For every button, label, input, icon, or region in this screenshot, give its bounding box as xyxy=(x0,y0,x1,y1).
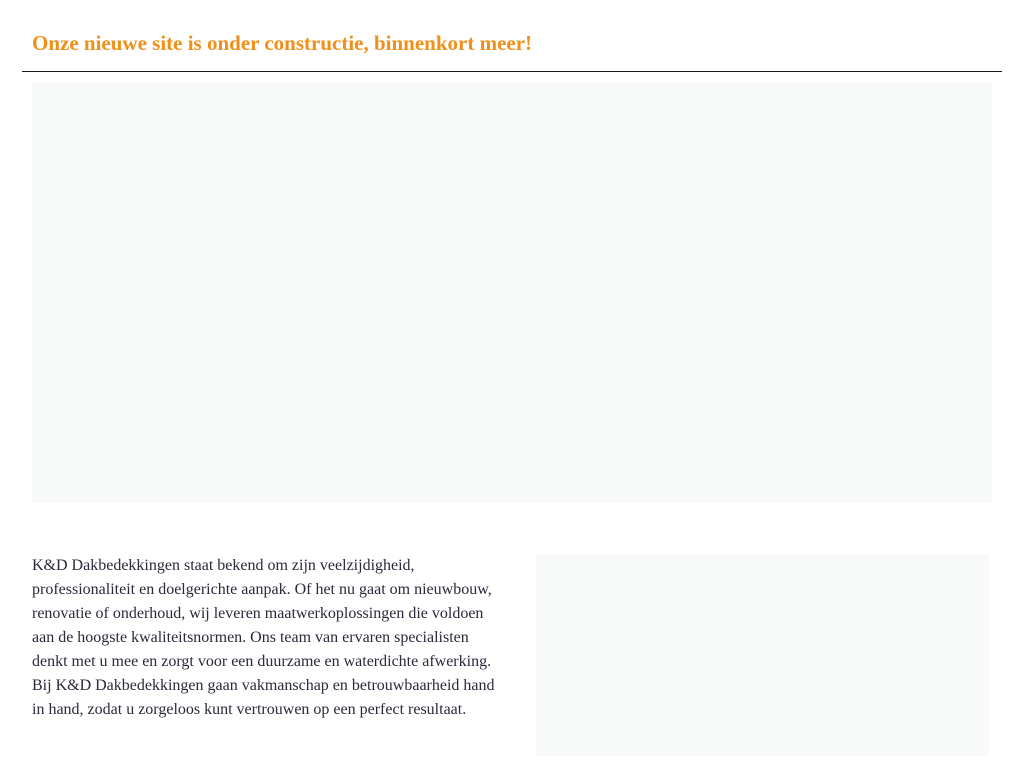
header-divider xyxy=(22,71,1002,72)
hero-image xyxy=(32,82,992,503)
page-title: Onze nieuwe site is onder constructie, binnenkort meer! xyxy=(32,31,533,55)
intro-paragraph: K&D Dakbedekkingen staat bekend om zijn veelzijdigheid, professionaliteit en doelgerichte aanpak. Of het nu gaat om nieuwbouw, renovatie of onderhoud, wij leveren maatwerkoplossingen die voldoen aan de hoogste kwaliteitsnormen. Ons team van ervaren specialisten denkt met u mee en zorgt voor een duurzame en waterdichte afwerking. Bij K&D Dakbedekkingen gaan vakmanschap en betrouwbaarheid hand in hand, zodat u zorgeloos kunt vertrouwen op een perfect resultaat. xyxy=(32,557,495,718)
side-image xyxy=(536,554,989,756)
